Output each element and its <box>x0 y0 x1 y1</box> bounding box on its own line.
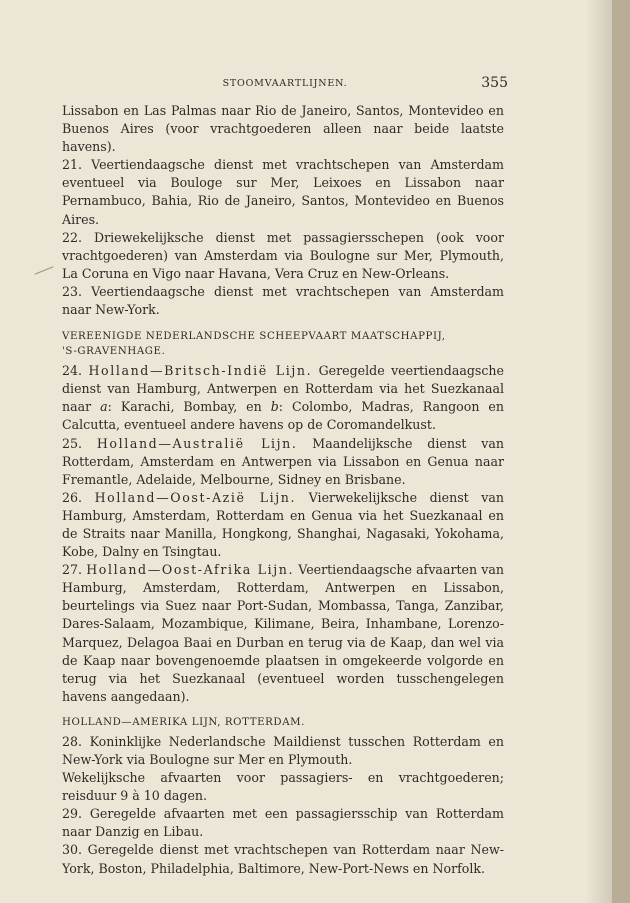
route-name: Holland—Britsch-Indië Lijn. <box>88 363 313 379</box>
section-heading-hal: HOLLAND—AMERIKA LIJN, ROTTERDAM. <box>62 716 306 728</box>
paragraph-28: 28. Koninklijke Nederlandsche Maildienst tusschen Rotterdam en New-York via Boulogne sur Mer en Plymouth. <box>62 733 504 767</box>
route-name: Holland—Oost-Azië Lijn. <box>94 489 297 505</box>
route-text: Maandelijksche dienst van Rotterdam, Amsterdam en Antwerpen via Lissabon en Genua naar Fremantle, Adelaide, Melbourne, Sidney en Brisbane. <box>62 435 504 487</box>
item-number: 27. <box>62 562 83 578</box>
paragraph-26 <box>62 489 504 561</box>
route-text: Vierwekelijksche dienst van Hamburg, Amsterdam, Rotterdam en Genua via het Suezkanaal en de Straits naar Manilla, Hongkong, Shanghai, Nagasaki, Yokohama, Kobe, Dalny en Tsingtau. <box>62 489 505 560</box>
route-text: Geregelde veertiendaagsche dienst van Hamburg, Antwerpen en Rotterdam via het Suezkanaal naar <box>62 363 504 415</box>
paragraph-25 <box>62 435 504 489</box>
paragraph-21: 21. Veertiendaagsche dienst met vrachtschepen van Amsterdam eventueel via Bouloge sur Mer, Leixoes en Lissabon naar Pernambuco, Bahia, Rio de Janeiro, Santos, Montevideo en Buenos Aires. <box>62 157 504 227</box>
paragraph-30: 30. Geregelde dienst met vrachtschepen van Rotterdam naar New-York, Boston, Philadelphia, Baltimore, New-Port-News en Norfolk. <box>62 842 504 876</box>
paragraph-27 <box>62 561 504 706</box>
page-number: 355 <box>481 75 508 91</box>
route-text: : Karachi, Bombay, en <box>107 399 262 415</box>
paragraph: Lissabon en Las Palmas naar Rio de Janeiro, Santos, Montevideo en Buenos Aires (voor vrachtgoederen alleen naar beide laatste havens). <box>62 103 504 155</box>
variable-b: b <box>270 399 279 415</box>
paragraph-23: 23. Veertiendaagsche dienst met vrachtschepen van Amsterdam naar New-York. <box>62 283 504 318</box>
paragraph-24 <box>62 362 504 434</box>
route-text: Veertiendaagsche afvaarten van Hamburg, Amsterdam, Rotterdam, Antwerpen en Lissabon, beurtelings via Suez naar Port-Sudan, Mombassa, Tanga, Zanzibar, Dares-Salaam, Mozambique, Kilimane, Beira, Inhambane, Lorenzo-Marquez, Delagoa Baai en Durban en terug via de Kaap, dan wel via de Kaap naar bovengenoemde plaatsen in omgekeerde volgorde en terug via het Suezkanaal (eventueel worden tusschengelegen havens aangedaan). <box>62 562 504 704</box>
book-page-edge <box>612 0 630 903</box>
section-heading-vnsm-city: 'S-GRAVENHAGE. <box>62 346 166 358</box>
route-name: Holland—Australië Lijn. <box>96 435 298 451</box>
route-text: : Colombo, Madras, Rangoon en Calcutta, eventueel andere havens op de Coromandelkust. <box>62 399 504 433</box>
page-body <box>62 102 504 878</box>
item-number: 26. <box>62 489 83 505</box>
paragraph: Wekelijksche afvaarten voor passagiers- en vrachtgoederen; reisduur 9 à 10 dagen. <box>62 770 504 804</box>
pencil-mark <box>35 266 54 274</box>
route-name: Holland—Oost-Afrika Lijn. <box>86 562 295 578</box>
paragraph-29: 29. Geregelde afvaarten met een passagiersschip van Rotterdam naar Danzig en Libau. <box>62 806 504 840</box>
variable-a: a <box>100 399 108 415</box>
paragraph-22: 22. Driewekelijksche dienst met passagiersschepen (ook voor vrachtgoederen) van Amsterdam via Boulogne sur Mer, Plymouth, La Coruna en Vigo naar Havana, Vera Cruz en New-Orleans. <box>62 229 504 281</box>
item-number: 25. <box>62 435 83 451</box>
section-heading-vnsm: VEREENIGDE NEDERLANDSCHE SCHEEPVAART MAATSCHAPPIJ, <box>62 331 446 343</box>
running-title: STOOMVAARTLIJNEN. <box>222 78 348 89</box>
item-number: 24. <box>62 363 83 379</box>
running-head <box>62 75 508 91</box>
